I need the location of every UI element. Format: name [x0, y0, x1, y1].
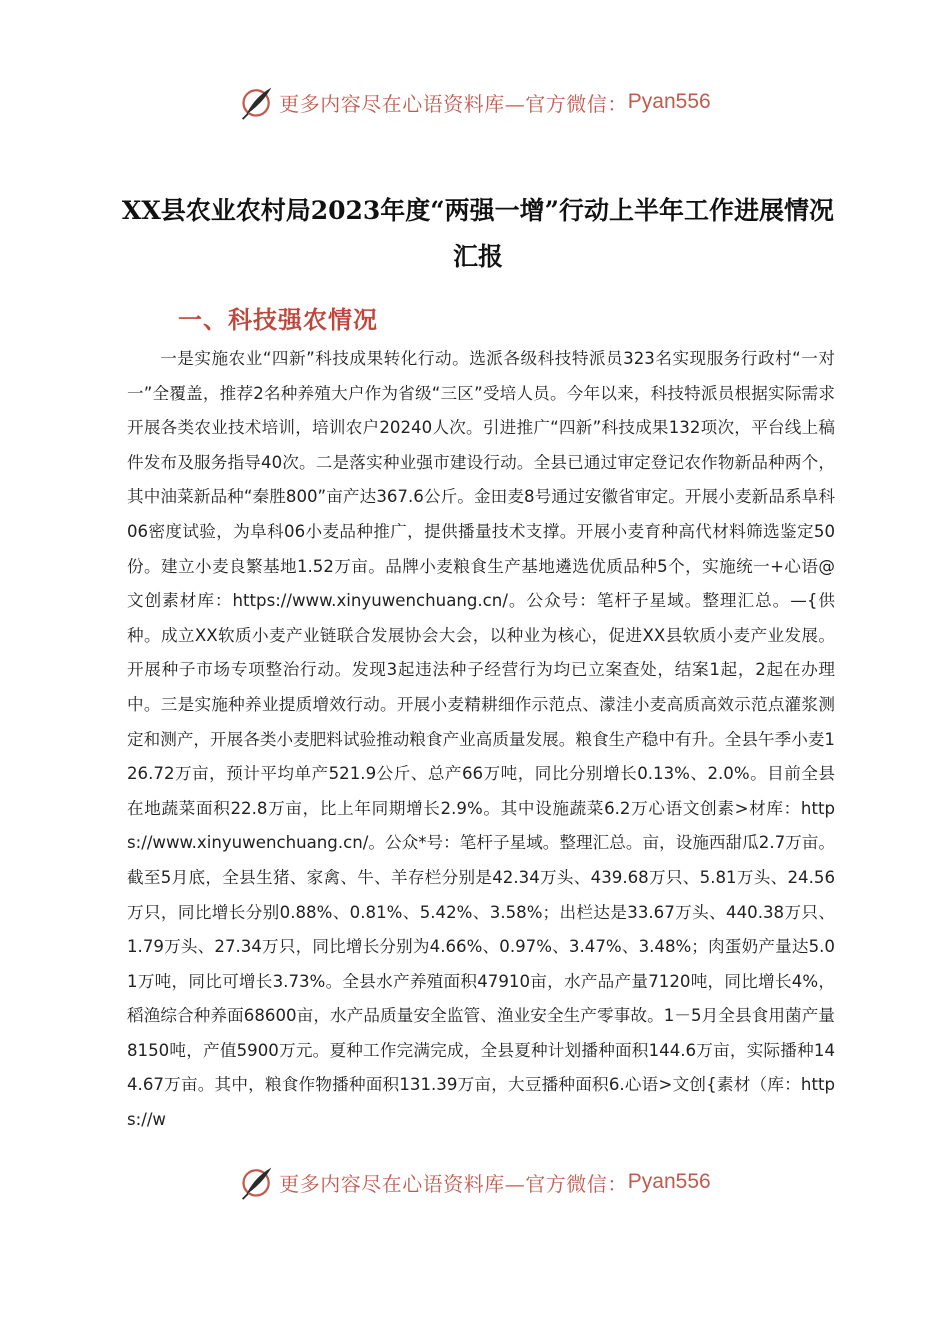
banner-text: 更多内容尽在心语资料库—官方微信：: [279, 1171, 628, 1196]
wechat-id: Pyan556: [627, 90, 711, 113]
section-heading: 一、科技强农情况: [178, 305, 378, 334]
wechat-id: Pyan556: [627, 1170, 711, 1193]
banner-text: 更多内容尽在心语资料库—官方微信：: [279, 91, 628, 116]
quill-pen-logo-icon: [239, 1164, 275, 1200]
footer-banner: [0, 1160, 950, 1204]
quill-pen-logo-icon: [239, 84, 275, 120]
document-title: XX县农业农村局2023年度“两强一增”行动上半年工作进展情况汇报: [121, 196, 835, 271]
body-paragraph: 一是实施农业“四新”科技成果转化行动。选派各级科技特派员323名实现服务行政村“一对一”全覆盖，推荐2名种养殖大户作为省级“三区”受培人员。今年以来，科技特派员根据实际需求开展各类农业技术培训，培训农户20240人次。引进推广“四新”科技成果132项次，平台线上稿件发布及服务指导40次。二是落实种业强市建设行动。全县已通过审定登记农作物新品种两个，其中油菜新品种“秦胜800”亩产达367.6公斤。金田麦8号通过安徽省审定。开展小麦新品系阜科06密度试验，为阜科06小麦品种推广，提供播量技术支撑。开展小麦育种高代材料筛选鉴定50份。建立小麦良繁基地1.52万亩。品牌小麦粮食生产基地遴选优质品种5个，实施统一+心语@文创素材库：https://www.xinyuwenchuang.cn/。公众号：笔杆子星域。整理汇总。—{供种。成立XX软质小麦产业链联合发展协会大会，以种业为核心，促进XX县软质小麦产业发展。开展种子市场专项整治行动。发现3起违法种子经营行为均已立案查处，结案1起，2起在办理中。三是实施种养业提质增效行动。开展小麦精耕细作示范点、濛洼小麦高质高效示范点灌浆测定和测产，开展各类小麦肥料试验推动粮食产业高质量发展。粮食生产稳中有升。全县午季小麦126.72万亩，预计平均单产521.9公斤、总产66万吨，同比分别增长0.13%、2.0%。目前全县在地蔬菜面积22.8万亩，比上年同期增长2.9%。其中设施蔬菜6.2万心语文创素>材库：https://www.xinyuwenchuang.cn/。公众*号：笔杆子星域。整理汇总。亩，设施西甜瓜2.7万亩。截至5月底，全县生猪、家禽、牛、羊存栏分别是42.34万头、439.68万只、5.81万头、24.56万只，同比增长分别0.88%、0.81%、5.42%、3.58%；出栏达是33.67万头、440.38万只、1.79万头、27.34万只，同比增长分别为4.66%、0.97%、3.47%、3.48%；肉蛋奶产量达5.01万吨，同比可增长3.73%。全县水产养殖面积47910亩，水产品产量7120吨，同比增长4%，稻渔综合种养面68600亩，水产品质量安全监管、渔业安全生产零事故。1－5月全县食用菌产量8150吨，产值5900万元。夏种工作完满完成，全县夏种计划播种面积144.6万亩，实际播种144.67万亩。其中，粮食作物播种面积131.39万亩，大豆播种面积6.心语>文创{素材（库：https://w: [127, 349, 835, 1130]
header-banner: [0, 80, 950, 124]
